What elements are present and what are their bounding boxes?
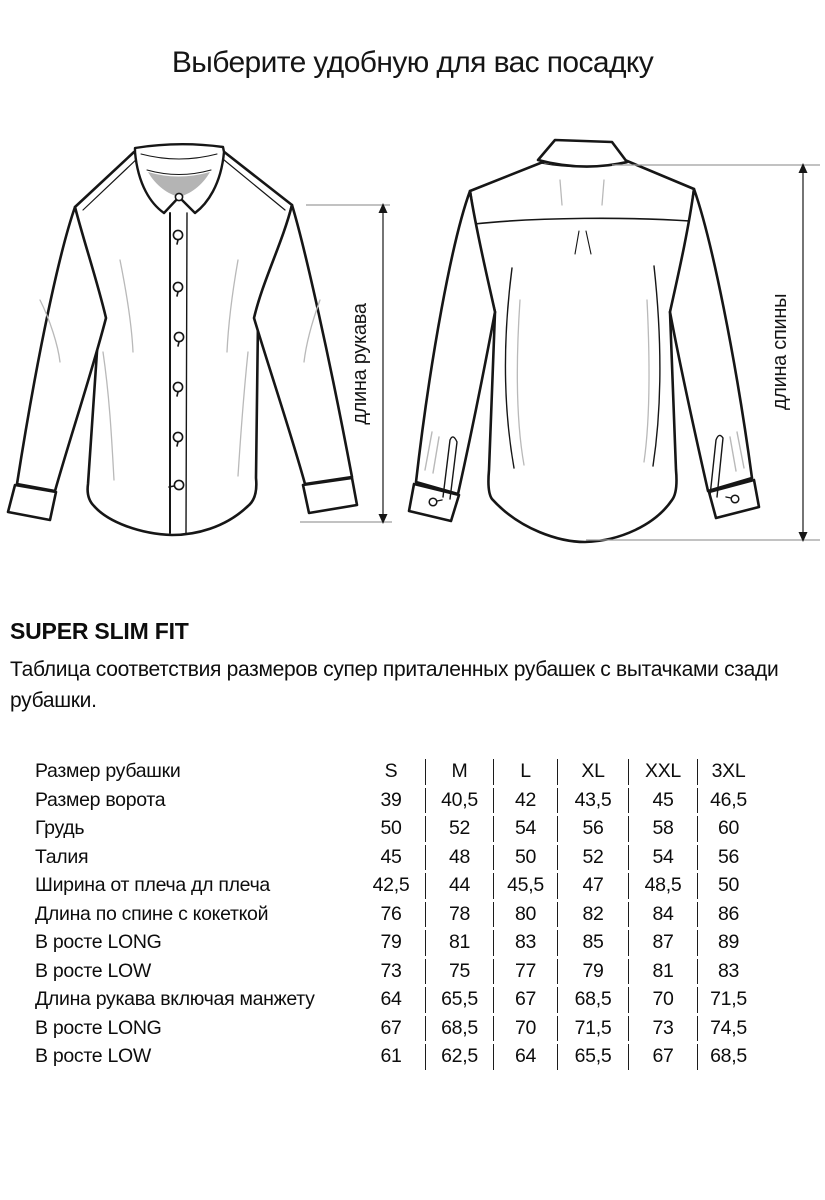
size-value: 87 [628,930,697,956]
section-heading: SUPER SLIM FIT [10,618,189,644]
size-value: 44 [425,873,493,899]
size-value: 79 [380,931,402,954]
size-value: 61 [380,1045,402,1068]
size-value: 68,5 [697,1044,759,1070]
table-row [35,930,759,956]
size-value: 45 [628,788,697,814]
row-label: Длина по спине с кокеткой [35,902,269,925]
size-value: 84 [628,902,697,928]
back-collar [538,140,627,167]
size-value: 80 [493,902,557,928]
size-table-header-row [35,759,759,785]
size-value: 71,5 [557,1016,628,1042]
size-value: 54 [628,845,697,871]
size-value: 39 [380,788,402,811]
table-row [35,1044,759,1070]
row-label: В росте LONG [35,1016,162,1039]
size-table-body [35,788,759,1070]
size-value: 56 [697,845,759,871]
back-right-cuff-button [731,495,739,503]
size-value: 65,5 [557,1044,628,1070]
row-label: Грудь [35,817,85,840]
size-value: 67 [628,1044,697,1070]
size-value: 50 [493,845,557,871]
back-length-label: длина спины [769,293,791,411]
size-column-header: 3XL [697,759,759,785]
row-label: Талия [35,845,89,868]
size-value: 43,5 [557,788,628,814]
shirt-back-drawing [409,140,759,542]
size-value: 52 [557,845,628,871]
front-body [75,148,292,535]
front-right-cuff [303,478,357,513]
size-table [35,756,759,1073]
row-label: Размер рубашки [35,760,181,783]
size-value: 70 [493,1016,557,1042]
size-value: 68,5 [557,987,628,1013]
size-value: 47 [557,873,628,899]
size-value: 74,5 [697,1016,759,1042]
size-value: 62,5 [425,1044,493,1070]
size-value: 48,5 [628,873,697,899]
size-value: 75 [425,959,493,985]
back-body [470,154,694,542]
table-row [35,788,759,814]
size-value: 71,5 [697,987,759,1013]
size-value: 64 [493,1044,557,1070]
row-label: Длина рукава включая манжету [35,988,315,1011]
row-label: В росте LOW [35,1045,151,1068]
section-description: Таблица соответствия размеров супер приталенных рубашек с вытачками сзади рубашки. [10,658,779,712]
size-value: 58 [628,816,697,842]
table-row [35,816,759,842]
size-value: 85 [557,930,628,956]
size-value: 45,5 [493,873,557,899]
size-value: 46,5 [697,788,759,814]
size-value: 76 [380,902,402,925]
size-column-header: XL [557,759,628,785]
size-column-header: XXL [628,759,697,785]
size-value: 67 [493,987,557,1013]
size-value: 68,5 [425,1016,493,1042]
size-value: 40,5 [425,788,493,814]
size-value: 78 [425,902,493,928]
size-value: 54 [493,816,557,842]
table-row [35,1016,759,1042]
row-label: Ширина от плеча дл плеча [35,874,270,897]
size-value: 89 [697,930,759,956]
size-value: 64 [380,988,402,1011]
size-column-header: L [493,759,557,785]
shirt-front-drawing [8,144,357,535]
page-title: Выберите удобную для вас посадку [171,46,654,79]
size-value: 73 [628,1016,697,1042]
size-value: 81 [425,930,493,956]
row-label: Размер ворота [35,788,166,811]
size-value: 77 [493,959,557,985]
row-label: В росте LOW [35,959,151,982]
size-value: 56 [557,816,628,842]
size-value: 86 [697,902,759,928]
size-value: 83 [697,959,759,985]
table-row [35,902,759,928]
size-value: 67 [380,1016,402,1039]
size-value: 45 [380,845,402,868]
row-label: В росте LONG [35,931,162,954]
size-value: 42,5 [372,874,410,897]
size-column-header: M [425,759,493,785]
size-value: 83 [493,930,557,956]
size-value: 73 [380,959,402,982]
size-value: 48 [425,845,493,871]
size-value: 70 [628,987,697,1013]
table-row [35,845,759,871]
size-value: 79 [557,959,628,985]
table-row [35,987,759,1013]
back-left-cuff-button [429,498,437,506]
front-left-cuff [8,485,56,520]
size-value: 81 [628,959,697,985]
size-value: 52 [425,816,493,842]
table-row [35,959,759,985]
size-value: 42 [493,788,557,814]
size-value: 82 [557,902,628,928]
size-column-header: S [384,760,398,783]
table-row [35,873,759,899]
sleeve-length-label: длина рукава [349,303,371,425]
size-value: 65,5 [425,987,493,1013]
size-value: 50 [380,817,402,840]
size-value: 50 [697,873,759,899]
size-value: 60 [697,816,759,842]
